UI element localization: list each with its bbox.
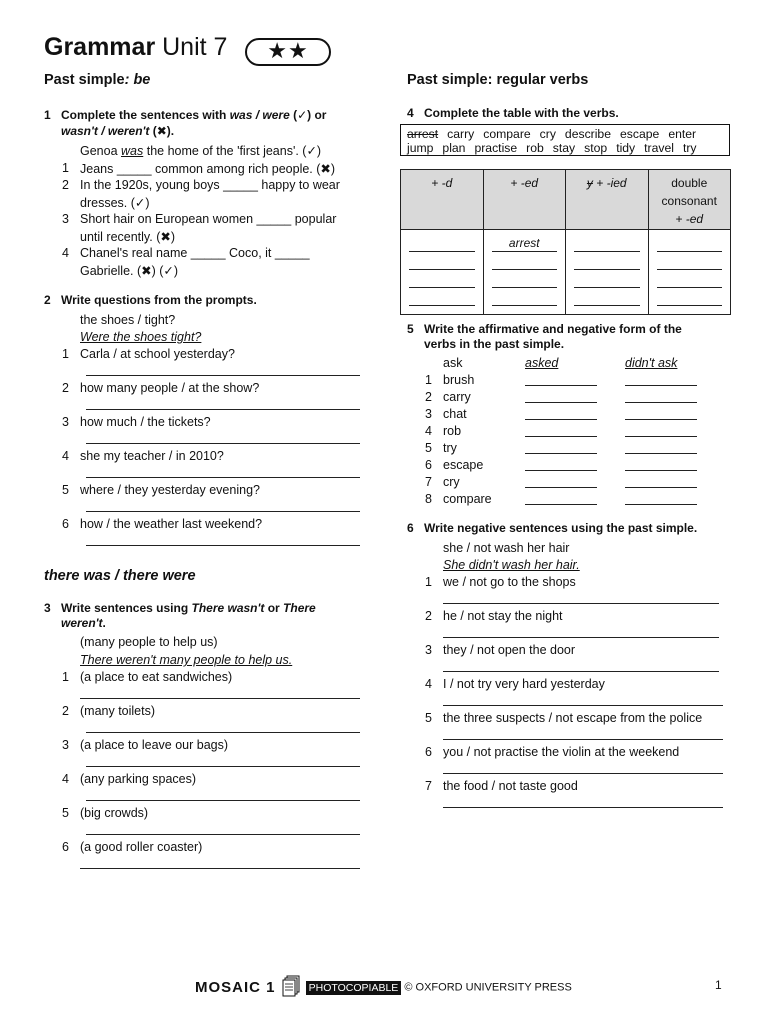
exercise-6-item-6: 6 you / not practise the violin at the weekend [425,745,680,759]
list-item [425,441,725,458]
word-item: try [682,141,697,155]
exercise-5-instruction: 5 Write the affirmative and negative form of the [407,322,682,336]
affirmative-blank[interactable] [525,453,597,454]
affirmative-blank[interactable] [525,385,597,386]
exercise-2-instruction: 2 Write questions from the prompts. [44,293,257,307]
column-header-ed: + -ed [483,170,566,230]
verb: rob [443,424,462,438]
item-number: 2 [425,390,432,404]
answer-line[interactable] [86,834,360,835]
word-item: arrest [407,127,439,141]
photocopiable-badge: PHOTOCOPIABLE [306,981,402,995]
exercise-3-instruction: 3 Write sentences using There wasn't or There [44,601,316,615]
exercise-6-example-prompt: she / not wash her hair [443,541,570,555]
exercise-1-list [62,161,362,280]
item-number: 5 [425,441,432,455]
table-cell[interactable] [401,230,484,315]
exercise-3-item-5: 5 (big crowds) [62,806,149,820]
exercise-3-item-3: 3 (a place to leave our bags) [62,738,229,752]
word-item: describe [564,127,611,141]
list-item [425,475,725,492]
verb-table [400,169,731,315]
verb: cry [443,475,460,489]
answer-line[interactable] [86,800,360,801]
list-item [425,407,725,424]
answer-line[interactable] [443,739,723,740]
table-cell[interactable] [483,230,566,315]
list-item [425,492,725,509]
example-answer: arrest [492,236,558,252]
answer-line[interactable] [80,698,360,699]
exercise-3-item-2: 2 (many toilets) [62,704,156,718]
copyright: © OXFORD UNIVERSITY PRESS [404,981,572,994]
word-item: stop [584,141,608,155]
verb: try [443,441,457,455]
negative-blank[interactable] [625,385,697,386]
exercise-6-item-1: 1 we / not go to the shops [425,575,576,589]
list-item-cont: Gabrielle. (✖) (✓) [80,264,179,278]
exercise-6-item-5: 5 the three suspects / not escape from the police [425,711,703,725]
affirmative-blank[interactable] [525,402,597,403]
negative-blank[interactable] [625,402,697,403]
word-row-2 [407,141,723,155]
column-header-d: + -d [401,170,484,230]
column-header-double: double consonant + -ed [648,170,731,230]
item-number: 4 [425,424,432,438]
answer-line[interactable] [443,637,719,638]
answer-line[interactable] [443,671,719,672]
word-item: travel [644,141,674,155]
footer [195,975,572,1000]
affirmative-blank[interactable] [525,419,597,420]
exercise-2-item-1: 1 Carla / at school yesterday? [62,347,235,361]
exercise-3-item-1: 1 (a place to eat sandwiches) [62,670,233,684]
exercise-3-item-6: 6 (a good roller coaster) [62,840,203,854]
affirmative-blank[interactable] [525,487,597,488]
negative-blank[interactable] [625,504,697,505]
word-item: stay [552,141,576,155]
item-number: 8 [425,492,432,506]
answer-line[interactable] [443,603,719,604]
exercise-6-instruction: 6 Write negative sentences using the past simple. [407,521,698,535]
answer-line[interactable] [86,511,360,512]
list-item: 4 Chanel's real name _____ Coco, it _____ [62,246,310,260]
section-heading-past-simple-be: Past simple: be [44,72,151,88]
answer-line[interactable] [86,732,360,733]
exercise-6-item-2: 2 he / not stay the night [425,609,563,623]
section-heading-there-was: there was / there were [44,568,196,584]
exercise-5-instruction-cont: verbs in the past simple. [424,337,565,351]
word-item: compare [483,127,531,141]
answer-line[interactable] [443,705,723,706]
exercise-5-rows [425,373,725,509]
affirmative-blank[interactable] [525,436,597,437]
table-cell[interactable] [566,230,649,315]
exercise-6-example-answer: She didn't wash her hair. [443,558,580,572]
item-number: 3 [425,407,432,421]
word-item: carry [447,127,475,141]
item-number: 1 [425,373,432,387]
exercise-4-instruction: 4 Complete the table with the verbs. [407,106,619,120]
verb: chat [443,407,467,421]
exercise-2-item-6: 6 how / the weather last weekend? [62,517,263,531]
list-item [425,458,725,475]
word-box [400,124,730,156]
exercise-1-instruction-cont: wasn't / weren't (✖). [61,124,175,138]
word-item: practise [474,141,518,155]
item-number: 7 [425,475,432,489]
exercise-2-item-4: 4 she my teacher / in 2010? [62,449,224,463]
answer-line[interactable] [86,409,360,410]
word-item: escape [620,127,660,141]
word-item: cry [539,127,556,141]
exercise-2-example-answer: Were the shoes tight? [80,330,202,344]
photocopy-icon [282,975,300,1000]
answer-line[interactable] [86,766,360,767]
list-item: ask asked didn't ask [443,356,678,370]
verb: escape [443,458,484,472]
negative-blank[interactable] [625,453,697,454]
answer-line[interactable] [86,375,360,376]
list-item-cont: dresses. (✓) [80,196,150,210]
list-item: 3 Short hair on European women _____ popular [62,212,337,226]
word-item: tidy [616,141,636,155]
answer-line[interactable] [80,868,360,869]
answer-line[interactable] [443,773,723,774]
exercise-1-example: Genoa was the home of the 'first jeans'. (✓) [80,144,322,158]
exercise-6-item-3: 3 they / not open the door [425,643,576,657]
exercise-2-example-prompt: the shoes / tight? [80,313,176,327]
list-item [425,424,725,441]
exercise-2-item-5: 5 where / they yesterday evening? [62,483,260,497]
exercise-2-item-3: 3 how much / the tickets? [62,415,211,429]
page-title: Grammar Unit 7 [44,33,228,61]
exercise-3-example-prompt: (many people to help us) [80,635,218,649]
negative-blank[interactable] [625,470,697,471]
negative-blank[interactable] [625,487,697,488]
word-item: plan [442,141,466,155]
difficulty-stars: ★★ [245,38,331,66]
exercise-5-list [425,356,725,373]
item-number: 6 [425,458,432,472]
list-item-cont: until recently. (✖) [80,230,175,244]
word-row-1 [407,127,723,141]
list-item: 1 Jeans _____ common among rich people. (✖) [62,161,336,176]
negative-blank[interactable] [625,436,697,437]
list-item [425,373,725,390]
exercise-3-instruction-cont: weren't. [61,616,106,630]
section-heading-regular-verbs: Past simple: regular verbs [407,72,589,88]
word-item: jump [407,141,434,155]
verb: brush [443,373,475,387]
exercise-6-item-4: 4 I / not try very hard yesterday [425,677,605,691]
exercise-2-item-2: 2 how many people / at the show? [62,381,260,395]
brand-logo: MOSAIC 1 [195,979,276,996]
column-header-ied: y + -ied [566,170,649,230]
verb: carry [443,390,471,404]
answer-line[interactable] [443,807,723,808]
word-item: enter [668,127,697,141]
list-item: 2 In the 1920s, young boys _____ happy to wear [62,178,340,192]
table-cell[interactable] [648,230,731,315]
affirmative-blank[interactable] [525,470,597,471]
verb: compare [443,492,492,506]
exercise-6-item-7: 7 the food / not taste good [425,779,578,793]
page-number: 1 [715,978,722,992]
exercise-1-instruction: 1 Complete the sentences with was / were (✓) or [44,108,327,122]
affirmative-blank[interactable] [525,504,597,505]
word-item: rob [526,141,544,155]
answer-line[interactable] [86,443,360,444]
answer-line[interactable] [86,545,360,546]
exercise-3-example-answer: There weren't many people to help us. [80,653,293,667]
negative-blank[interactable] [625,419,697,420]
exercise-3-item-4: 4 (any parking spaces) [62,772,197,786]
answer-line[interactable] [86,477,360,478]
list-item [425,390,725,407]
